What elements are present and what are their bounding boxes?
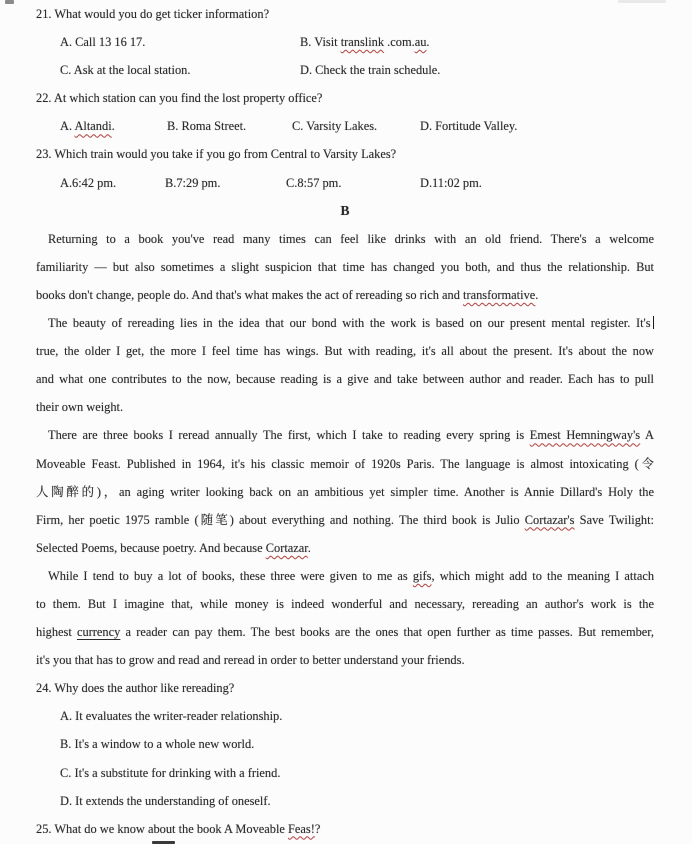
- text-segment: B: [340, 202, 350, 218]
- spellcheck-flagged-text: Cortazar: [265, 540, 308, 555]
- option-cell: [167, 112, 292, 140]
- question-25: [36, 815, 654, 843]
- option-cell: [60, 730, 654, 758]
- text-segment: and what one contributes to the now, because reading is a give and take between author and reader. Each has to pull: [36, 372, 654, 387]
- text-segment: C. Ask at the local station.: [60, 63, 191, 78]
- spellcheck-flagged-text: au: [414, 35, 427, 50]
- text-segment: it's you that has to grow and read and reread in order to better understand your friends.: [36, 653, 465, 668]
- text-segment: ?: [314, 821, 321, 836]
- text-segment: .: [111, 119, 115, 134]
- spellcheck-flagged-text: Altandi: [74, 119, 112, 134]
- passage-paragraph-2-line-2: [36, 337, 654, 365]
- text-segment: C. It's a substitute for drinking with a friend.: [60, 765, 281, 780]
- text-segment: The beauty of rereading lies in the idea that our bond with the work is based on our present mental register. It's: [48, 316, 651, 331]
- passage-paragraph-1-line-1: [36, 225, 654, 253]
- passage-paragraph-4-line-4: [36, 646, 654, 674]
- text-segment: D.11:02 pm.: [420, 175, 482, 190]
- underlined-text: currency: [76, 625, 121, 640]
- option-cell: [420, 112, 654, 140]
- spellcheck-flagged-text: Cortazar's: [524, 512, 575, 527]
- passage-paragraph-3-line-2: [36, 450, 654, 478]
- option-cell: [60, 759, 654, 787]
- text-segment: Moveable Feast. Published in 1964, it's his classic memoir of 1920s Paris. The language is almost intoxicating (令: [36, 456, 654, 471]
- passage-paragraph-1-line-2: [36, 253, 654, 281]
- text-segment: highest: [36, 625, 77, 640]
- text-segment: to them. But I imagine that, while money is indeed wonderful and necessary, rereading an author's work is the: [36, 596, 654, 611]
- option-cell: [60, 169, 165, 197]
- passage-paragraph-3-line-5: [36, 534, 654, 562]
- text-segment: .: [426, 35, 430, 50]
- text-segment: , which might add to the meaning I attach: [431, 568, 654, 583]
- options-21-row-1: [36, 28, 654, 56]
- text-segment: Save Twilight:: [574, 512, 654, 527]
- text-segment: C.8:57 pm.: [286, 175, 342, 190]
- question-24: [36, 674, 654, 702]
- option-cell: [292, 112, 420, 140]
- text-cursor: [653, 316, 654, 329]
- passage-paragraph-4-line-1: [36, 562, 654, 590]
- option-cell: [60, 112, 167, 140]
- text-segment: A: [640, 428, 654, 443]
- spellcheck-flagged-text: Emest Hemningway's: [529, 428, 641, 443]
- option-cell: [286, 169, 420, 197]
- option-cell: [300, 56, 654, 84]
- options-23-row-1: [36, 169, 654, 197]
- cutoff-text-fragment-top-left: [5, 0, 14, 4]
- option-cell: [165, 169, 286, 197]
- text-segment: D. It extends the understanding of oneself.: [60, 793, 271, 808]
- option-cell: [60, 787, 654, 815]
- text-segment: There are three books I reread annually The first, which I take to reading every spring is: [48, 428, 530, 443]
- text-segment: A.6:42 pm.: [60, 175, 117, 190]
- text-segment: .com.: [384, 35, 415, 50]
- question-21: [36, 0, 654, 28]
- question-23: [36, 140, 654, 168]
- text-segment: Returning to a book you've read many times can feel like drinks with an old friend. There's a welcome: [48, 231, 654, 246]
- text-segment: Firm, her poetic 1975 ramble (随笔) about everything and nothing. The third book is Julio: [36, 512, 525, 527]
- text-segment: books don't change, people do. And that's what makes the act of rereading so rich and: [36, 287, 464, 302]
- options-24-row-4: [36, 787, 654, 815]
- spellcheck-flagged-text: translink: [340, 35, 385, 50]
- option-cell: [300, 28, 654, 56]
- passage-paragraph-3-line-1: [36, 421, 654, 449]
- text-segment: A.: [60, 119, 75, 134]
- option-cell: [60, 28, 300, 56]
- text-segment: Selected Poems, because poetry. And because: [36, 540, 266, 555]
- text-segment: B. Roma Street.: [167, 119, 247, 134]
- options-24-row-2: [36, 730, 654, 758]
- passage-paragraph-2-line-1: [36, 309, 654, 337]
- text-segment: 22. At which station can you find the lost property office?: [36, 91, 323, 106]
- options-24-row-3: [36, 759, 654, 787]
- spellcheck-flagged-text: Feas!: [288, 821, 315, 836]
- text-segment: 23. Which train would you take if you go from Central to Varsity Lakes?: [36, 147, 397, 162]
- passage-paragraph-2-line-4: [36, 393, 654, 421]
- passage-paragraph-3-line-3: [36, 478, 654, 506]
- text-segment: B. It's a window to a whole new world.: [60, 737, 255, 752]
- text-segment: 25. What do we know about the book A Moveable: [36, 821, 289, 836]
- passage-paragraph-4-line-2: [36, 590, 654, 618]
- text-segment: D. Fortitude Valley.: [420, 119, 518, 134]
- text-segment: .: [535, 287, 539, 302]
- text-segment: 人陶醉的)，an aging writer looking back on an ambitious yet simpler time. Another is Annie Dillard's Holy the: [36, 484, 654, 499]
- text-segment: A. It evaluates the writer-reader relationship.: [60, 709, 283, 724]
- spellcheck-flagged-text: gifs: [412, 568, 432, 583]
- text-segment: A. Call 13 16 17.: [60, 35, 146, 50]
- option-cell: [420, 169, 654, 197]
- text-segment: a reader can pay them. The best books are the ones that open further as time passes. But remember,: [120, 625, 654, 640]
- passage-paragraph-1-line-3: [36, 281, 654, 309]
- text-segment: C. Varsity Lakes.: [292, 119, 378, 134]
- spellcheck-flagged-text: transformative: [463, 287, 536, 302]
- question-22: [36, 84, 654, 112]
- text-segment: .: [307, 540, 311, 555]
- text-segment: D. Check the train schedule.: [300, 63, 441, 78]
- text-segment: familiarity — but also sometimes a slight suspicion that time has changed you both, and thus the relationship. But: [36, 259, 654, 274]
- passage-paragraph-3-line-4: [36, 506, 654, 534]
- text-segment: B. Visit: [300, 35, 341, 50]
- text-segment: 24. Why does the author like rereading?: [36, 681, 235, 696]
- exam-content: [36, 0, 654, 843]
- option-cell: [60, 56, 300, 84]
- text-segment: true, the older I get, the more I feel time has wings. But with reading, it's all about the present. It's about the now: [36, 344, 654, 359]
- text-segment: 21. What would you do get ticker information?: [36, 7, 270, 21]
- text-segment: B.7:29 pm.: [165, 175, 221, 190]
- option-cell: [60, 702, 654, 730]
- text-segment: While I tend to buy a lot of books, these three were given to me as: [48, 568, 413, 583]
- text-segment: their own weight.: [36, 400, 124, 415]
- passage-paragraph-2-line-3: [36, 365, 654, 393]
- section-b-heading: [36, 197, 654, 225]
- passage-paragraph-4-line-3: [36, 618, 654, 646]
- options-21-row-2: [36, 56, 654, 84]
- options-22-row-1: [36, 112, 654, 140]
- options-24-row-1: [36, 702, 654, 730]
